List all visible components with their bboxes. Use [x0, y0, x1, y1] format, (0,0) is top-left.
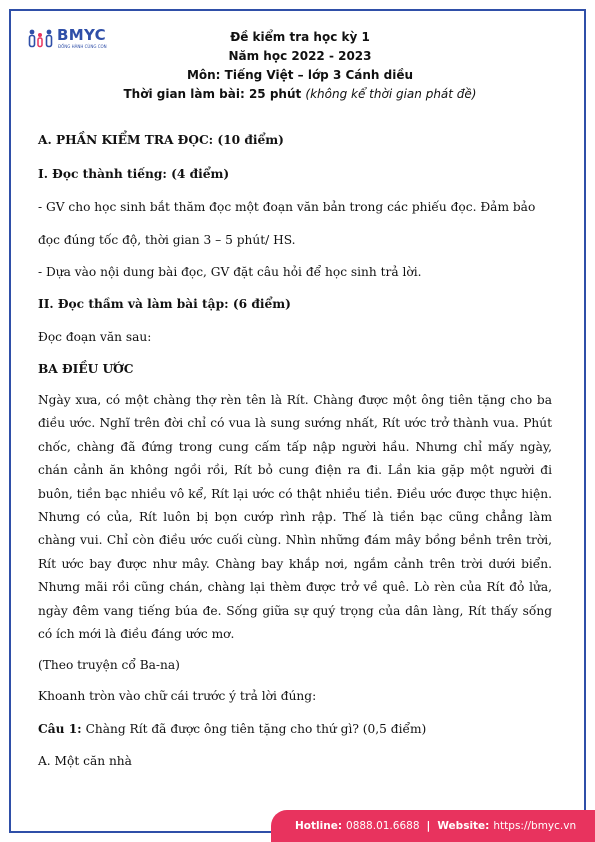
question-1-option-a: A. Một căn nhà: [38, 754, 132, 768]
website-link[interactable]: https://bmyc.vn: [493, 820, 577, 832]
part-1-instruction-3: - Dựa vào nội dung bài đọc, GV đặt câu hỏi để học sinh trả lời.: [38, 265, 422, 279]
contact-footer: [271, 810, 595, 842]
question-1-text: Chàng Rít đã được ông tiên tặng cho thứ gì? (0,5 điểm): [85, 722, 427, 736]
website-label: Website:: [437, 820, 490, 832]
task-instruction: Khoanh tròn vào chữ cái trước ý trả lời đúng:: [38, 689, 317, 703]
footer-separator: |: [426, 820, 431, 832]
time-limit-text: Thời gian làm bài: 25 phút: [123, 87, 302, 101]
part-1-heading: I. Đọc thành tiếng: (4 điểm): [38, 167, 230, 181]
story-title: BA ĐIỀU ƯỚC: [38, 362, 134, 376]
part-1-instruction-2: đọc đúng tốc độ, thời gian 3 – 5 phút/ HS.: [38, 233, 296, 247]
time-limit-note: (không kể thời gian phát đề): [305, 87, 477, 101]
question-1: [38, 722, 426, 736]
question-1-label: Câu 1:: [38, 722, 82, 736]
logo-wordmark: BMYC: [57, 26, 106, 44]
subject: Môn: Tiếng Việt – lớp 3 Cánh diều: [186, 68, 414, 82]
hotline-label: Hotline:: [295, 820, 343, 832]
part-1-instruction-1: - GV cho học sinh bắt thăm đọc một đoạn văn bản trong các phiếu đọc. Đảm bảo: [38, 200, 536, 214]
school-year: Năm học 2022 - 2023: [228, 49, 372, 63]
exam-header: [100, 28, 500, 104]
time-limit: [100, 85, 500, 104]
section-a-heading: A. PHẦN KIỂM TRA ĐỌC: (10 điểm): [38, 133, 284, 147]
part-2-heading: II. Đọc thầm và làm bài tập: (6 điểm): [38, 297, 291, 311]
logo-tagline: ĐỒNG HÀNH CÙNG CON: [58, 44, 107, 49]
exam-title: Đề kiểm tra học kỳ 1: [230, 30, 370, 44]
hotline-number[interactable]: 0888.01.6688: [346, 820, 420, 832]
family-logo-icon: [27, 28, 55, 48]
story-paragraph: Ngày xưa, có một chàng thợ rèn tên là Rít. Chàng được một ông tiên tặng cho ba điều ước. Nghĩ trên đời chỉ có vua là sung sướng nhất, Rít ước trở thành vua. Phút chốc, chàng đã đứng trong cung cấm tấp nập người hầu. Nhưng chỉ mấy ngày, chán cảnh ăn không ngồi rồi, Rít bỏ cung điện ra đi. Lần kia gặp một người đi buôn, tiền bạc nhiều vô kể, Rít lại ước có thật nhiều tiền. Điều ước được thực hiện. Nhưng có của, Rít luôn bị bọn cướp rình rập. Thế là tiền bạc cũng chẳng làm chàng vui. Chỉ còn điều ước cuối cùng. Nhìn những đám mây bồng bềnh trên trời, Rít ước bay được như mây. Chàng bay khắp nơi, ngắm cảnh trên trời dưới biển. Nhưng mãi rồi cũng chán, chàng lại thèm được trở về quê. Lò rèn của Rít đỏ lửa, ngày đêm vang tiếng búa đe. Sống giữa sự quý trọng của dân làng, Rít thấy sống có ích mới là điều đáng ước mơ.: [38, 393, 552, 642]
story-source: (Theo truyện cổ Ba-na): [38, 658, 180, 672]
reading-instruction: Đọc đoạn văn sau:: [38, 330, 152, 344]
